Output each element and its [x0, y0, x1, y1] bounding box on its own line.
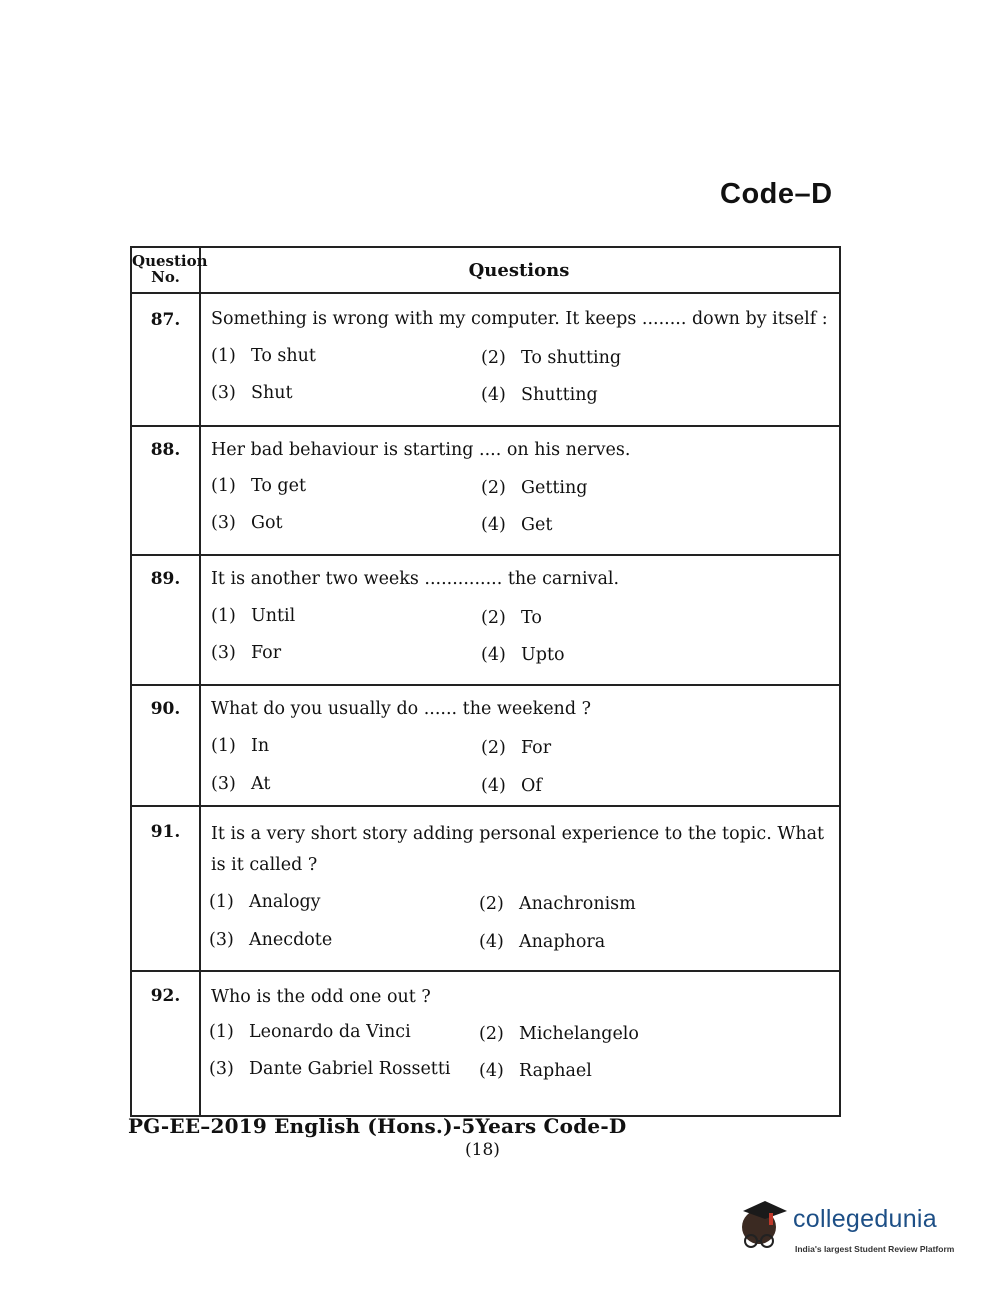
row-divider [132, 805, 839, 807]
option-number: (4) [481, 645, 506, 665]
paper-code: Code–D [720, 178, 833, 210]
option-4 [481, 645, 565, 665]
brand-name: collegedunia [793, 1205, 937, 1233]
option-number: (3) [211, 643, 236, 663]
option-text: Dante Gabriel Rossetti [249, 1059, 451, 1079]
option-number: (3) [209, 1059, 234, 1079]
page-number: (18) [465, 1140, 500, 1160]
option-number: (1) [209, 1022, 234, 1042]
row-divider [132, 554, 839, 556]
option-number: (4) [481, 385, 506, 405]
option-3 [209, 930, 332, 950]
option-number: (4) [479, 932, 504, 952]
option-1 [209, 892, 321, 912]
option-number: (3) [211, 774, 236, 794]
option-number: (1) [211, 346, 236, 366]
question-number: 88. [150, 440, 181, 460]
option-3 [211, 774, 270, 794]
option-number: (1) [211, 736, 236, 756]
option-number: (1) [209, 892, 234, 912]
column-divider [199, 248, 201, 1115]
question-number: 89. [150, 569, 181, 589]
question-text: It is a very short story adding personal experience to the topic. What is it called ? [211, 824, 825, 875]
option-number: (2) [481, 738, 506, 758]
option-text: Getting [521, 478, 588, 498]
option-text: Raphael [519, 1061, 592, 1081]
option-4 [481, 776, 542, 796]
option-text: For [251, 643, 282, 663]
option-number: (3) [211, 513, 236, 533]
option-text: Anecdote [249, 930, 333, 950]
questions-header: Questions [468, 260, 570, 281]
exam-footer: PG-EE–2019 English (Hons.)-5Years Code-D [128, 1114, 627, 1138]
option-1 [211, 476, 306, 496]
option-2 [481, 478, 587, 498]
option-number: (4) [481, 515, 506, 535]
option-text: To [521, 608, 542, 628]
option-number: (2) [479, 894, 504, 914]
option-number: (1) [211, 606, 236, 626]
option-number: (4) [481, 776, 506, 796]
option-text: Leonardo da Vinci [249, 1022, 411, 1042]
question-number: 90. [150, 699, 181, 719]
option-text: To get [251, 476, 307, 496]
option-number: (2) [481, 608, 506, 628]
option-1 [211, 346, 316, 366]
option-3 [211, 383, 293, 403]
option-4 [479, 932, 605, 952]
option-number: (2) [479, 1024, 504, 1044]
option-text: To shut [251, 346, 316, 366]
question-number: 91. [150, 822, 181, 842]
question-text: It is another two weeks .............. the carnival. [211, 569, 620, 589]
question-text: Something is wrong with my computer. It keeps ........ down by itself : [211, 309, 828, 329]
option-text: Shutting [521, 385, 598, 405]
option-2 [479, 1024, 639, 1044]
question-table [130, 246, 841, 1117]
option-text: For [521, 738, 552, 758]
option-2 [481, 608, 542, 628]
option-text: Analogy [249, 892, 321, 912]
option-text: Of [521, 776, 542, 796]
option-text: Anaphora [519, 932, 606, 952]
option-2 [481, 738, 551, 758]
brand-tagline: India's largest Student Review Platform [795, 1244, 955, 1254]
option-text: Upto [521, 645, 565, 665]
row-divider [132, 425, 199, 427]
row-divider [199, 425, 839, 427]
question-number: 87. [150, 310, 181, 330]
question-text: Her bad behaviour is starting .... on his nerves. [211, 440, 631, 460]
option-text: Anachronism [519, 894, 636, 914]
header-divider [132, 292, 839, 294]
option-number: (2) [481, 478, 506, 498]
table-header [132, 248, 839, 294]
option-text: At [251, 774, 271, 794]
option-3 [211, 643, 281, 663]
option-number: (4) [479, 1061, 504, 1081]
option-number: (3) [211, 383, 236, 403]
option-1 [211, 736, 269, 756]
option-3 [211, 513, 283, 533]
option-text: In [251, 736, 270, 756]
question-text: What do you usually do ...... the weekend ? [211, 699, 591, 719]
logo-tassel [769, 1213, 773, 1225]
option-text: Get [521, 515, 553, 535]
option-text: Got [251, 513, 283, 533]
option-2 [481, 348, 621, 368]
option-1 [209, 1022, 411, 1042]
row-divider [132, 970, 839, 972]
option-1 [211, 606, 295, 626]
option-2 [479, 894, 636, 914]
question-text: Who is the odd one out ? [211, 987, 431, 1007]
option-4 [479, 1061, 592, 1081]
option-text: To shutting [521, 348, 622, 368]
option-number: (2) [481, 348, 506, 368]
option-number: (3) [209, 930, 234, 950]
option-text: Until [251, 606, 296, 626]
question-number: 92. [150, 986, 181, 1006]
question-number-header: Question No. [132, 252, 208, 286]
option-4 [481, 385, 598, 405]
option-3 [209, 1059, 450, 1079]
option-text: Michelangelo [519, 1024, 639, 1044]
option-4 [481, 515, 552, 535]
row-divider [132, 684, 839, 686]
option-number: (1) [211, 476, 236, 496]
option-text: Shut [251, 383, 293, 403]
